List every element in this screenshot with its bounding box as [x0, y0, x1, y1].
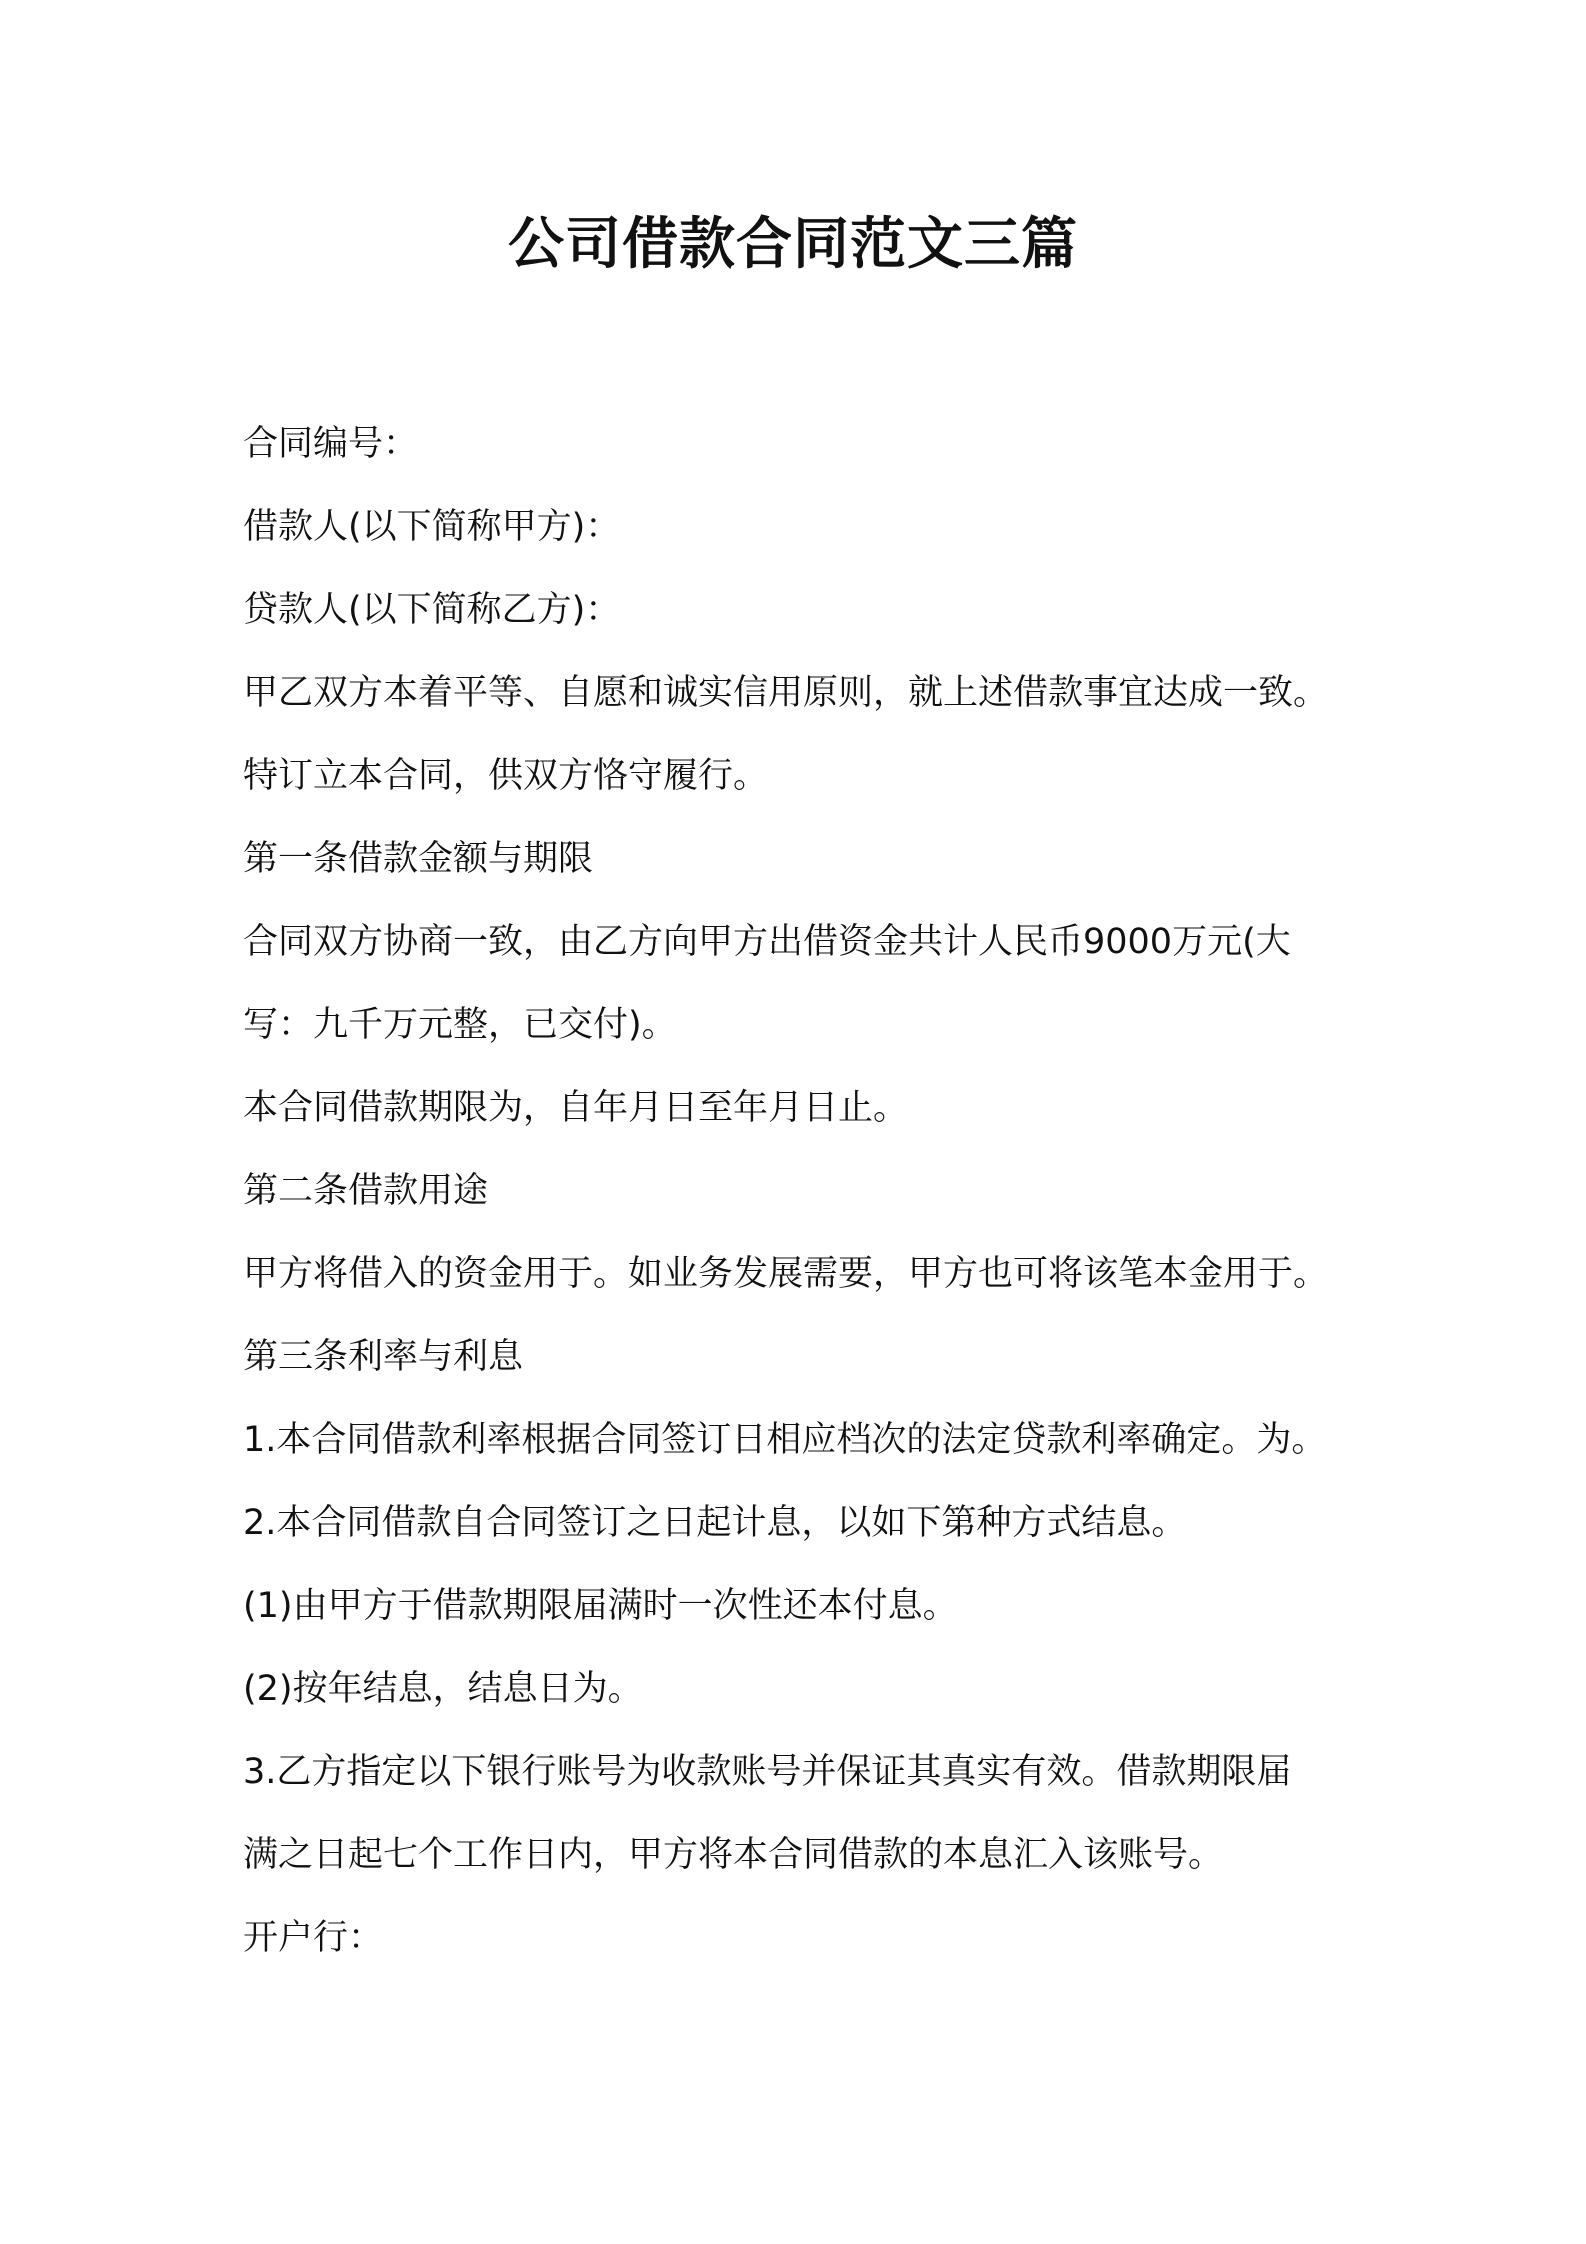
line-contract-number: 合同编号： — [243, 424, 419, 464]
document-body — [243, 403, 1393, 1980]
article-1-heading: 第一条借款金额与期限 — [243, 839, 594, 879]
article-3-item-3: 3.乙方指定以下银行账号为收款账号并保证其真实有效。借款期限届 — [243, 1752, 1292, 1792]
article-3-item-2: 2.本合同借款自合同签订之日起计息，以如下第种方式结息。 — [243, 1503, 1187, 1543]
article-3-heading: 第三条利率与利息 — [243, 1337, 524, 1377]
article-2-text: 甲方将借入的资金用于。如业务发展需要，甲方也可将该笔本金用于。 — [243, 1254, 1329, 1294]
line-principle-cont: 特订立本合同，供双方恪守履行。 — [243, 756, 769, 796]
article-1-text-cont: 写：九千万元整，已交付)。 — [243, 1005, 677, 1045]
article-3-item-3-cont: 满之日起七个工作日内，甲方将本合同借款的本息汇入该账号。 — [243, 1835, 1224, 1875]
article-2-heading: 第二条借款用途 — [243, 1171, 489, 1211]
article-1-term: 本合同借款期限为，自年月日至年月日止。 — [243, 1088, 909, 1128]
article-3-item-1: 1.本合同借款利率根据合同签订日相应档次的法定贷款利率确定。为。 — [243, 1420, 1327, 1460]
line-lender: 贷款人(以下简称乙方)： — [243, 590, 621, 630]
document-title: 公司借款合同范文三篇 — [508, 212, 1078, 277]
line-bank: 开户行： — [243, 1918, 384, 1958]
article-3-item-2-option-1: (1)由甲方于借款期限届满时一次性还本付息。 — [243, 1586, 958, 1626]
article-3-item-2-option-2: (2)按年结息，结息日为。 — [243, 1669, 643, 1709]
line-principle: 甲乙双方本着平等、自愿和诚实信用原则，就上述借款事宜达成一致。 — [243, 673, 1329, 713]
line-borrower: 借款人(以下简称甲方)： — [243, 507, 621, 547]
article-1-text: 合同双方协商一致，由乙方向甲方出借资金共计人民币9000万元(大 — [243, 922, 1291, 962]
